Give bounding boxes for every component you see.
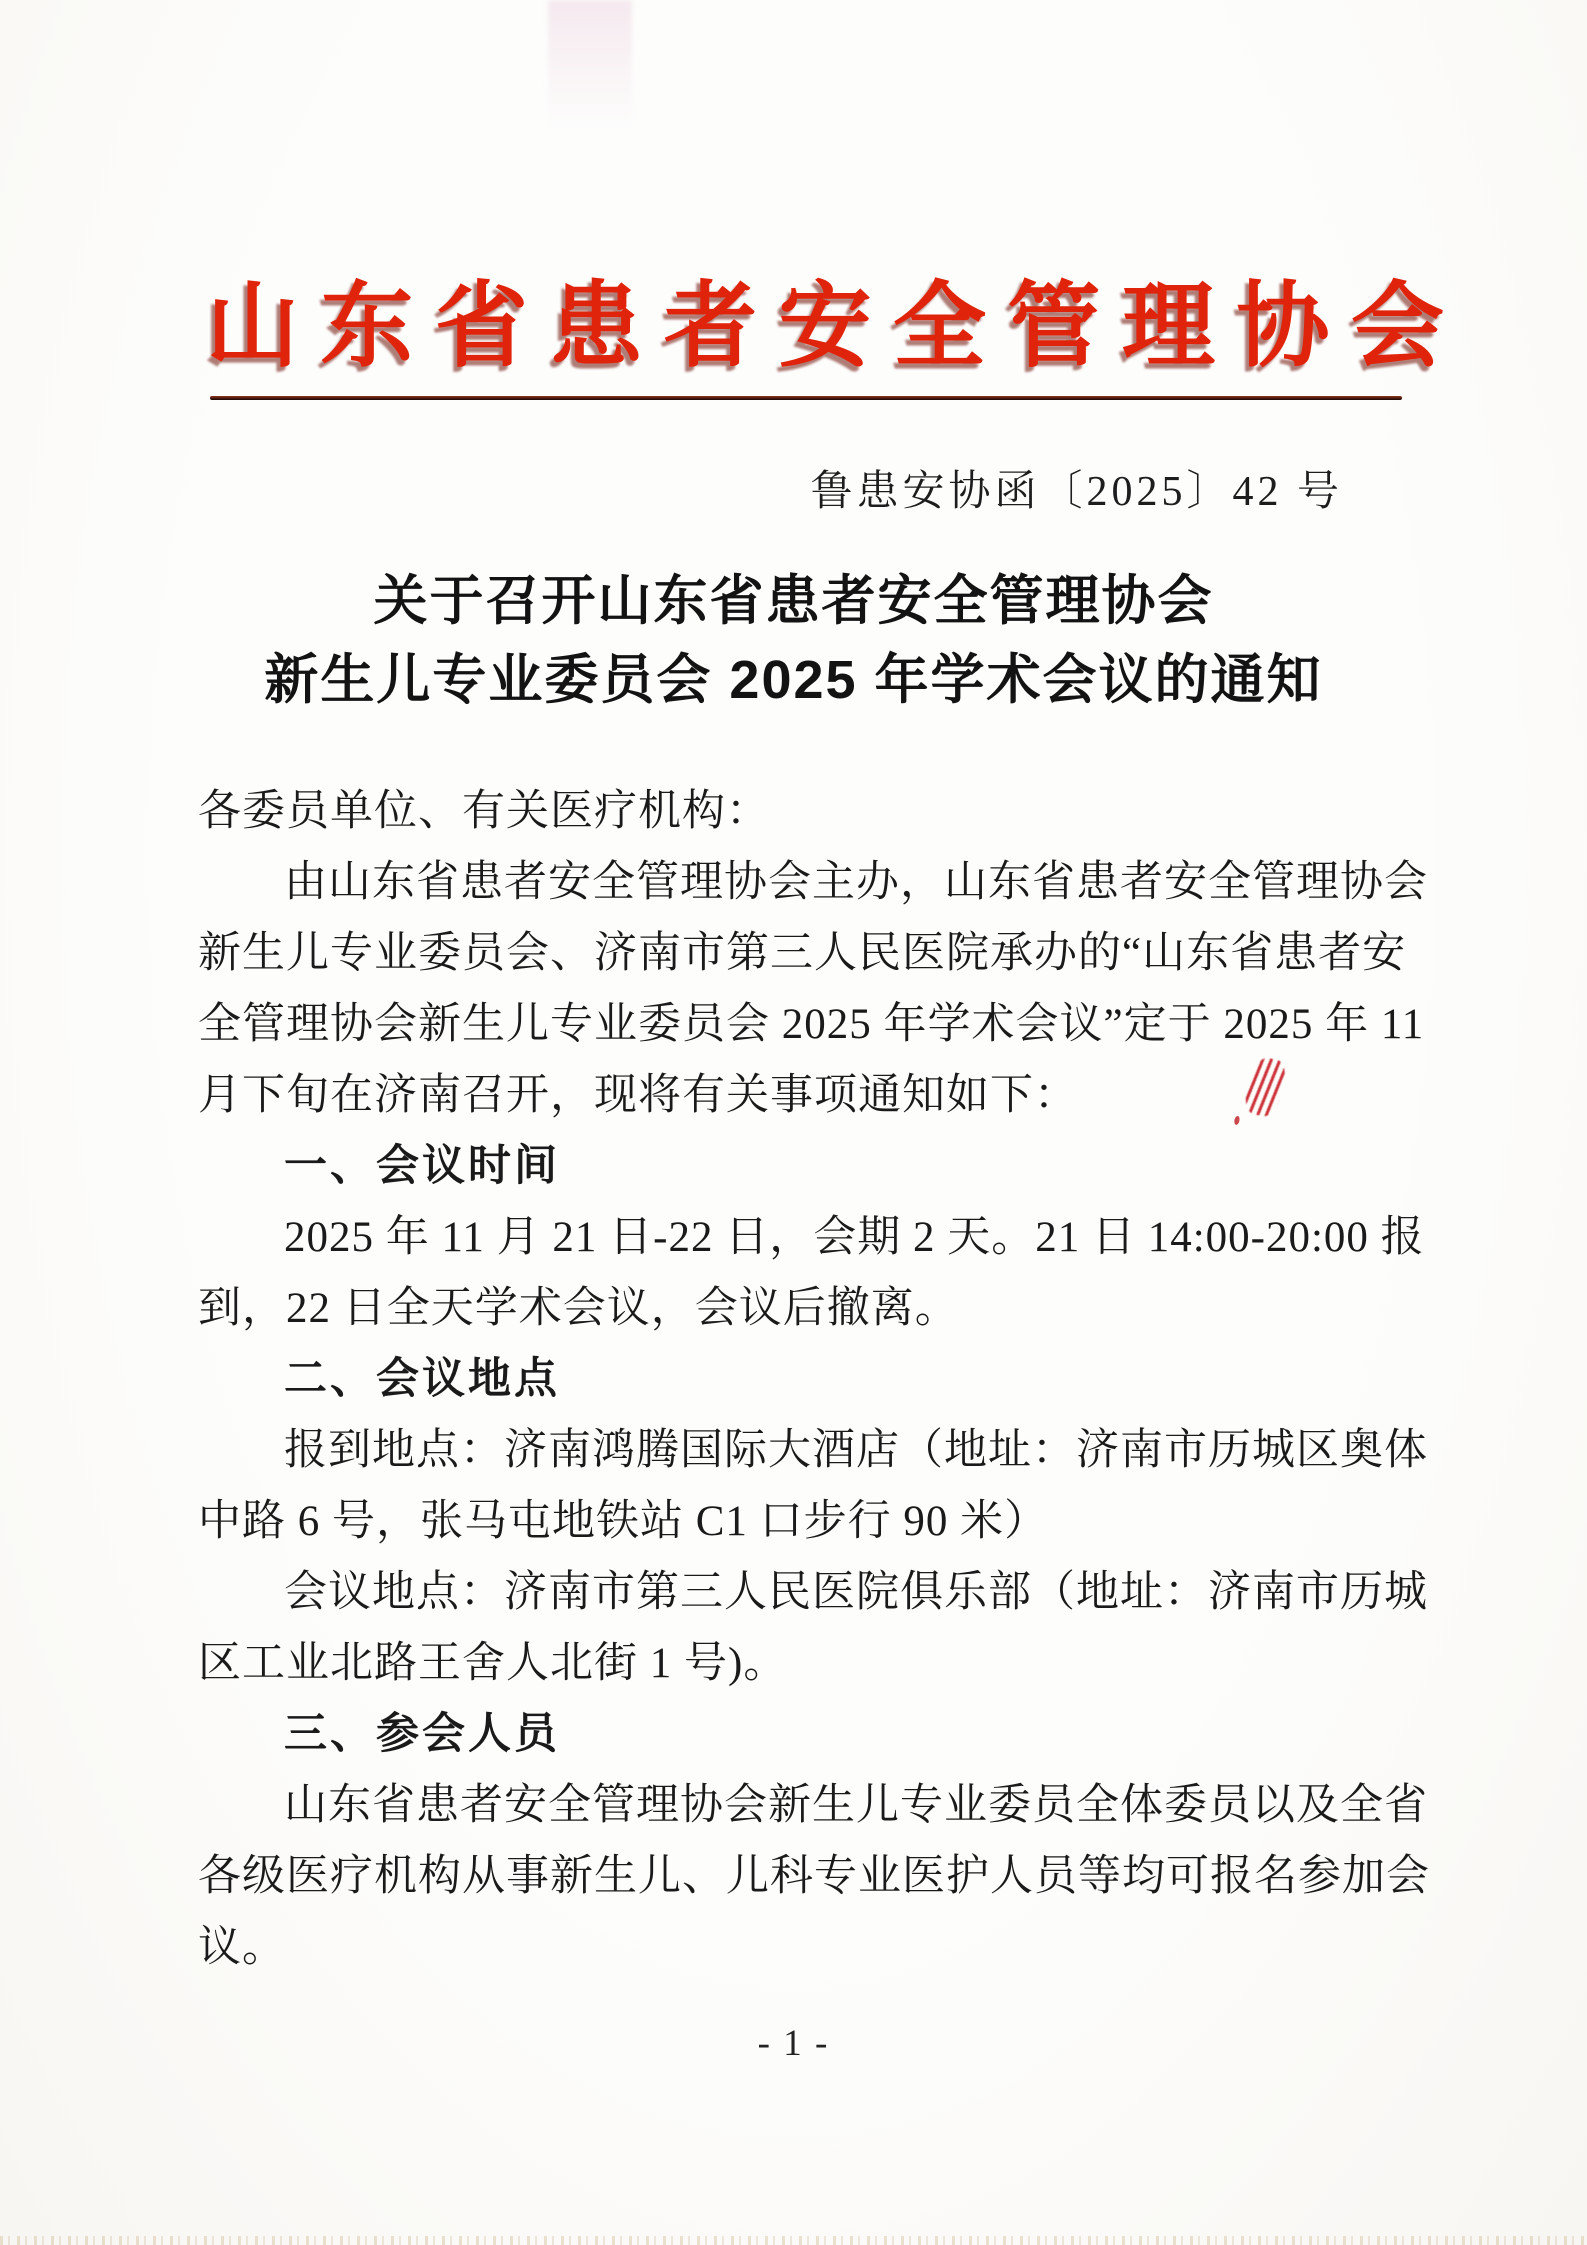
document-number: 鲁患安协函〔2025〕42 号	[810, 469, 1343, 515]
letterhead-title-char: 省	[435, 276, 528, 379]
section-heading: 二、会议地点	[284, 1355, 560, 1403]
body-line: 由山东省患者安全管理协会主办，山东省患者安全管理协会	[284, 859, 1428, 906]
body-line: 各委员单位、有关医疗机构：	[198, 788, 770, 835]
body-line: 各级医疗机构从事新生儿、儿科专业医护人员等均可报名参加会	[198, 1853, 1430, 1900]
letterhead-title-char: 协	[1236, 276, 1330, 379]
letterhead-title-char: 者	[664, 276, 757, 379]
notice-title	[0, 562, 1587, 720]
letterhead-title	[206, 264, 1444, 379]
letterhead-title-char: 管	[1007, 276, 1101, 379]
letterhead-title-char: 患	[549, 276, 643, 379]
body-line: 会议地点：济南市第三人民医院俱乐部（地址：济南市历城	[284, 1569, 1428, 1616]
section-heading: 一、会议时间	[284, 1142, 560, 1190]
body-line: 山东省患者安全管理协会新生儿专业委员全体委员以及全省	[284, 1782, 1428, 1829]
letterhead-title-char: 安	[778, 276, 872, 379]
letterhead-title-char: 东	[320, 276, 414, 379]
body-line: 议。	[198, 1924, 286, 1971]
scan-streak-artifact	[548, 0, 632, 128]
notice-title-line2: 新生儿专业委员会 2025 年学术会议的通知	[264, 650, 1323, 710]
body-line: 区工业北路王舍人北街 1 号)。	[198, 1640, 788, 1687]
body-paragraphs	[198, 776, 1430, 1983]
letterhead-title-char: 山	[206, 276, 299, 379]
letterhead-title-char: 理	[1122, 276, 1215, 379]
body-line: 新生儿专业委员会、济南市第三人民医院承办的“山东省患者安	[198, 930, 1407, 977]
body-line: 报到地点：济南鸿腾国际大酒店（地址：济南市历城区奥体	[284, 1427, 1428, 1474]
body-line: 月下旬在济南召开，现将有关事项通知如下：	[198, 1072, 1078, 1119]
section-heading: 三、参会人员	[284, 1710, 560, 1758]
letterhead-title-char: 全	[893, 276, 986, 379]
body-line: 中路 6 号，张马屯地铁站 C1 口步行 90 米）	[198, 1498, 1049, 1545]
body-line: 到，22 日全天学术会议，会议后撤离。	[198, 1285, 959, 1332]
scan-noise-bottom-edge	[0, 2236, 1587, 2245]
letterhead-title-char: 会	[1351, 276, 1444, 379]
body-line: 2025 年 11 月 21 日-22 日，会期 2 天。21 日 14:00-20:00 报	[284, 1214, 1425, 1261]
body-line: 全管理协会新生儿专业委员会 2025 年学术会议”定于 2025 年 11	[198, 1001, 1425, 1048]
page-number: - 1 -	[757, 2023, 830, 2064]
letterhead-separator-rule	[210, 396, 1402, 400]
notice-title-line1: 关于召开山东省患者安全管理协会	[373, 571, 1214, 631]
